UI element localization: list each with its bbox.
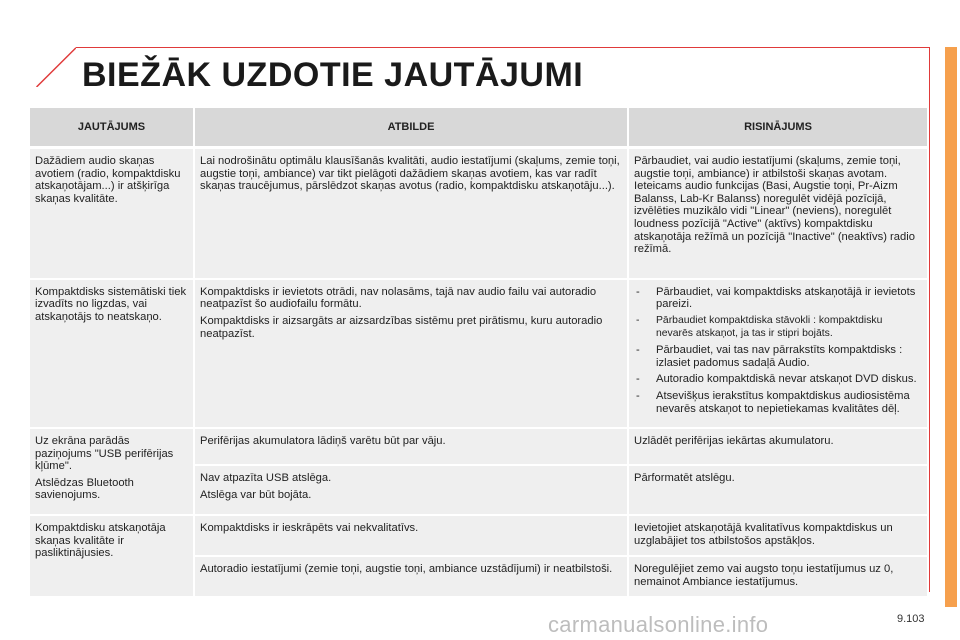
solution-item: - Pārbaudiet, vai kompaktdisks atskaņotājā ir ievietots pareizi.: [634, 286, 922, 311]
answer-paragraph: Nav atpazīta USB atslēga.: [200, 472, 332, 485]
question-paragraph: Uz ekrāna parādās paziņojums "USB perifērijas kļūme".: [35, 435, 174, 473]
answer-paragraph: Atslēga var būt bojāta.: [200, 488, 312, 501]
solution-item: - Pārbaudiet, vai tas nav pārrakstīts kompaktdisks : izlasiet padomus sadaļā Audio.: [634, 344, 922, 369]
table-row: [30, 515, 927, 556]
solution-list: [634, 286, 922, 415]
answer-paragraph: Kompaktdisks ir ievietots otrādi, nav nolasāms, tajā nav audio failu vai autoradio neatpazīst šo audiofailu formātu.: [200, 285, 597, 311]
solution-cell: Pārbaudiet, vai audio iestatījumi (skaļums, zemie toņi, augstie toņi, ambiance) ir atbilstoši skaņas avotam. Ieteicams audio funkcijas (Basi, Augstie toņi, Pr-Aizm Balanss, Lab-Kr Balanss) noregulēt vidējā pozīcijā, izvēlēties muzikālo vidi "Linear" (neviens), noregulēt loudness pozīcijā "Active" (aktīvs) kompaktdisku atskaņotāja režīmā un pozīcijā "Inactive" (neaktīvs) radio režīmā.: [628, 148, 927, 279]
answer-cell: Autoradio iestatījumi (zemie toņi, augstie toņi, ambiance uzstādījumi) ir neatbilstoši.: [194, 556, 628, 597]
frame-top-line: [76, 47, 930, 48]
header-question: JAUTĀJUMS: [30, 108, 194, 148]
solution-cell: Uzlādēt perifērijas iekārtas akumulatoru.: [628, 428, 927, 465]
question-cell: Kompaktdisku atskaņotāja skaņas kvalitāte ir pasliktinājusies.: [30, 515, 194, 597]
answer-cell: Perifērijas akumulatora lādiņš varētu būt par vāju.: [194, 428, 628, 465]
frame-corner-line: [36, 47, 76, 87]
page-title: BIEŽĀK UZDOTIE JAUTĀJUMI: [82, 56, 584, 94]
solution-cell: [628, 279, 927, 428]
answer-cell: [194, 465, 628, 515]
answer-cell: Lai nodrošinātu optimālu klausīšanās kvalitāti, audio iestatījumi (skaļums, zemie toņi, augstie toņi, ambiance) var tikt pielāgoti dažādiem skaņas avotiem, kas var radīt skaņas traucējumus, pārslēdzot skaņas avotus (radio, kompaktdisku atskaņotāju...).: [194, 148, 628, 279]
solution-item: - Pārbaudiet kompaktdiska stāvokli : kompaktdisku nevarēs atskaņot, ja tas ir stipri bojāts.: [634, 315, 922, 340]
header-answer: ATBILDE: [194, 108, 628, 148]
watermark: carmanualsonline.info: [548, 612, 769, 637]
table-header-row: [30, 108, 927, 148]
answer-cell: Kompaktdisks ir ieskrāpēts vai nekvalitatīvs.: [194, 515, 628, 556]
table-row: [30, 148, 927, 279]
question-cell: Dažādiem audio skaņas avotiem (radio, kompaktdisku atskaņotājam...) ir atšķirīga skaņas kvalitāte.: [30, 148, 194, 279]
answer-cell: [194, 279, 628, 428]
side-tab-bar: [945, 47, 957, 607]
question-cell: [30, 428, 194, 515]
faq-table: [30, 108, 927, 598]
answer-paragraph: Kompaktdisks ir aizsargāts ar aizsardzības sistēmu pret pirātismu, kuru autoradio neatpazīst.: [200, 314, 603, 340]
question-cell: Kompaktdisks sistemātiski tiek izvadīts no ligzdas, vai atskaņotājs to neatskaņo.: [30, 279, 194, 428]
solution-item: - Atsevišķus ierakstītus kompaktdiskus audiosistēma nevarēs atskaņot to nepietiekamas kvalitātes dēļ.: [634, 390, 922, 415]
header-solution: RISINĀJUMS: [628, 108, 927, 148]
solution-cell: Noregulējiet zemo vai augsto toņu iestatījumus uz 0, nemainot Ambiance iestatījumus.: [628, 556, 927, 597]
solution-cell: Pārformatēt atslēgu.: [628, 465, 927, 515]
table-row: [30, 279, 927, 428]
frame-right-line: [929, 47, 930, 592]
solution-cell: Ievietojiet atskaņotājā kvalitatīvus kompaktdiskus un uzglabājiet tos atbilstošos apstākļos.: [628, 515, 927, 556]
solution-item: - Autoradio kompaktdiskā nevar atskaņot DVD diskus.: [634, 373, 922, 386]
question-paragraph: Atslēdzas Bluetooth savienojums.: [35, 476, 134, 502]
table-row: [30, 428, 927, 465]
page-number: 9.103: [897, 613, 925, 625]
